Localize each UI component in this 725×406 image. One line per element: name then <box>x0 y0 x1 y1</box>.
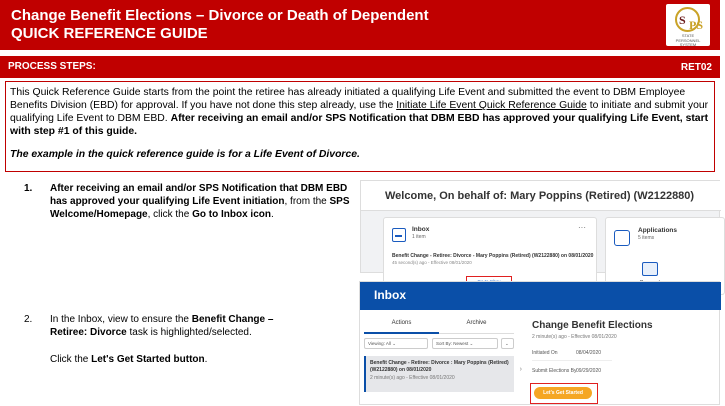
example-note: The example in the quick reference guide is for a Life Event of Divorce. <box>10 149 360 160</box>
step-1-text-c: . <box>270 209 274 220</box>
step-2-text <box>50 313 300 339</box>
intro-bold: After receiving an email and/or SPS Notification that DBM EBD has approved your qualifying Life Event, start with step #1 of this guide. <box>10 113 709 137</box>
step-2-click-b: . <box>204 354 208 365</box>
inbox-header <box>360 282 721 310</box>
step-1-number: 1. <box>24 183 33 194</box>
intro-text-a: This Quick Reference Guide starts from the point the retiree has already initiated a qualifying Life Event and submitted the event to DBM Employee Benefits Division (EBD) for approval. If you have not done this step already, use the <box>10 87 686 111</box>
step-2-click-instruction <box>50 354 207 365</box>
step-1-bold-c: Go to Inbox icon <box>192 209 271 220</box>
process-steps-bar <box>0 56 720 78</box>
detail-subtitle: 2 minute(s) ago - Effective 08/01/2020 <box>532 334 617 340</box>
inbox-icon <box>392 228 406 242</box>
sps-logo <box>666 4 710 46</box>
step-2-click-a: Click the <box>50 354 92 365</box>
step-1-text-a: , from the <box>284 196 330 207</box>
intro-box <box>5 81 715 172</box>
step-1-bold-b: SPS Welcome/Homepage <box>50 196 350 220</box>
inbox-card-item[interactable]: Benefit Change - Retiree: Divorce - Mary Poppins (Retired) (W2122880) on 08/01/2020 <box>392 253 594 259</box>
sort-filter-label: Sort By: Newest <box>436 341 469 346</box>
step-1-text <box>50 182 366 221</box>
inbox-screenshot <box>359 281 720 405</box>
intro-paragraph <box>10 86 710 138</box>
step-2-click-bold: Let's Get Started button <box>91 354 205 365</box>
welcome-bar <box>361 181 721 211</box>
chevron-down-icon: ⌄ <box>505 341 509 346</box>
task-detail-panel <box>524 316 714 406</box>
logo-subtext: STATE PERSONNEL SYSTEM <box>675 33 701 47</box>
task-subtitle: 2 minute(s) ago - Effective 08/01/2020 <box>370 375 455 381</box>
inbox-tabs <box>364 316 514 334</box>
page-subtitle: QUICK REFERENCE GUIDE <box>11 25 208 42</box>
welcome-text: Welcome, On behalf of: Mary Poppins (Retired) (W2122880) <box>385 190 695 202</box>
applications-icon <box>614 230 630 246</box>
initiated-on-label: Initiated On <box>532 350 558 356</box>
step-1-bold-a: After receiving an email and/or SPS Notification that DBM EBD has approved your qualifying Life Event initiation <box>50 183 348 207</box>
submit-by-label: Submit Elections By <box>532 368 577 374</box>
guide-code: RET02 <box>680 62 712 73</box>
chevron-down-icon: ⌄ <box>392 341 396 346</box>
chevron-down-icon: ⌄ <box>469 341 474 346</box>
step-2-number: 2. <box>24 314 33 325</box>
step-2-text-a: In the Inbox, view to ensure the <box>50 314 192 325</box>
page-title: Change Benefit Elections – Divorce or Death of Dependent <box>11 7 429 24</box>
tab-archive[interactable]: Archive <box>466 320 487 326</box>
intro-text-b: to initiate and submit your qualifying Life Event to DBM EBD. <box>10 100 709 124</box>
applications-title: Applications <box>638 227 678 234</box>
viewing-filter-label: Viewing: All <box>368 341 391 346</box>
more-options-icon[interactable]: ··· <box>578 223 586 232</box>
step-2-bold-a: Benefit Change – Retiree: Divorce <box>50 314 274 338</box>
inbox-card-effective: 45 second(s) ago - Effective 08/01/2020 <box>392 260 472 265</box>
expand-toggle[interactable] <box>501 338 514 349</box>
homepage-screenshot <box>360 180 720 273</box>
task-title: Benefit Change - Retiree: Divorce : Mary Poppins (Retired) (W2122880) on 08/01/2020 <box>370 360 509 373</box>
title-banner <box>0 0 720 50</box>
lets-get-started-button[interactable]: Let's Get Started <box>534 387 592 399</box>
sps-seal-icon: S PS <box>675 7 700 32</box>
inbox-card-title: Inbox <box>412 226 430 233</box>
submit-by-value: 09/29/2020 <box>576 368 602 374</box>
detail-divider <box>532 360 612 361</box>
step-2-text-b: task is highlighted/selected. <box>126 327 252 338</box>
initiated-on-value: 08/04/2020 <box>576 350 602 356</box>
detail-title: Change Benefit Elections <box>532 320 653 331</box>
applications-count: 5 items <box>638 235 655 241</box>
cta-highlight <box>530 383 598 404</box>
chevron-right-icon: › <box>519 366 522 373</box>
personal-icon[interactable] <box>642 262 658 276</box>
tab-actions[interactable]: Actions <box>364 316 439 334</box>
sort-filter[interactable] <box>432 338 498 349</box>
inbox-card-count: 1 item <box>412 234 426 240</box>
task-benefit-change-divorce[interactable] <box>364 356 522 392</box>
initiate-life-event-link[interactable]: Initiate Life Event Quick Reference Guide <box>396 100 587 111</box>
inbox-header-title: Inbox <box>374 288 406 302</box>
process-steps-label: PROCESS STEPS: <box>8 61 96 72</box>
step-1-text-b: , click the <box>147 209 193 220</box>
viewing-filter[interactable] <box>364 338 428 349</box>
